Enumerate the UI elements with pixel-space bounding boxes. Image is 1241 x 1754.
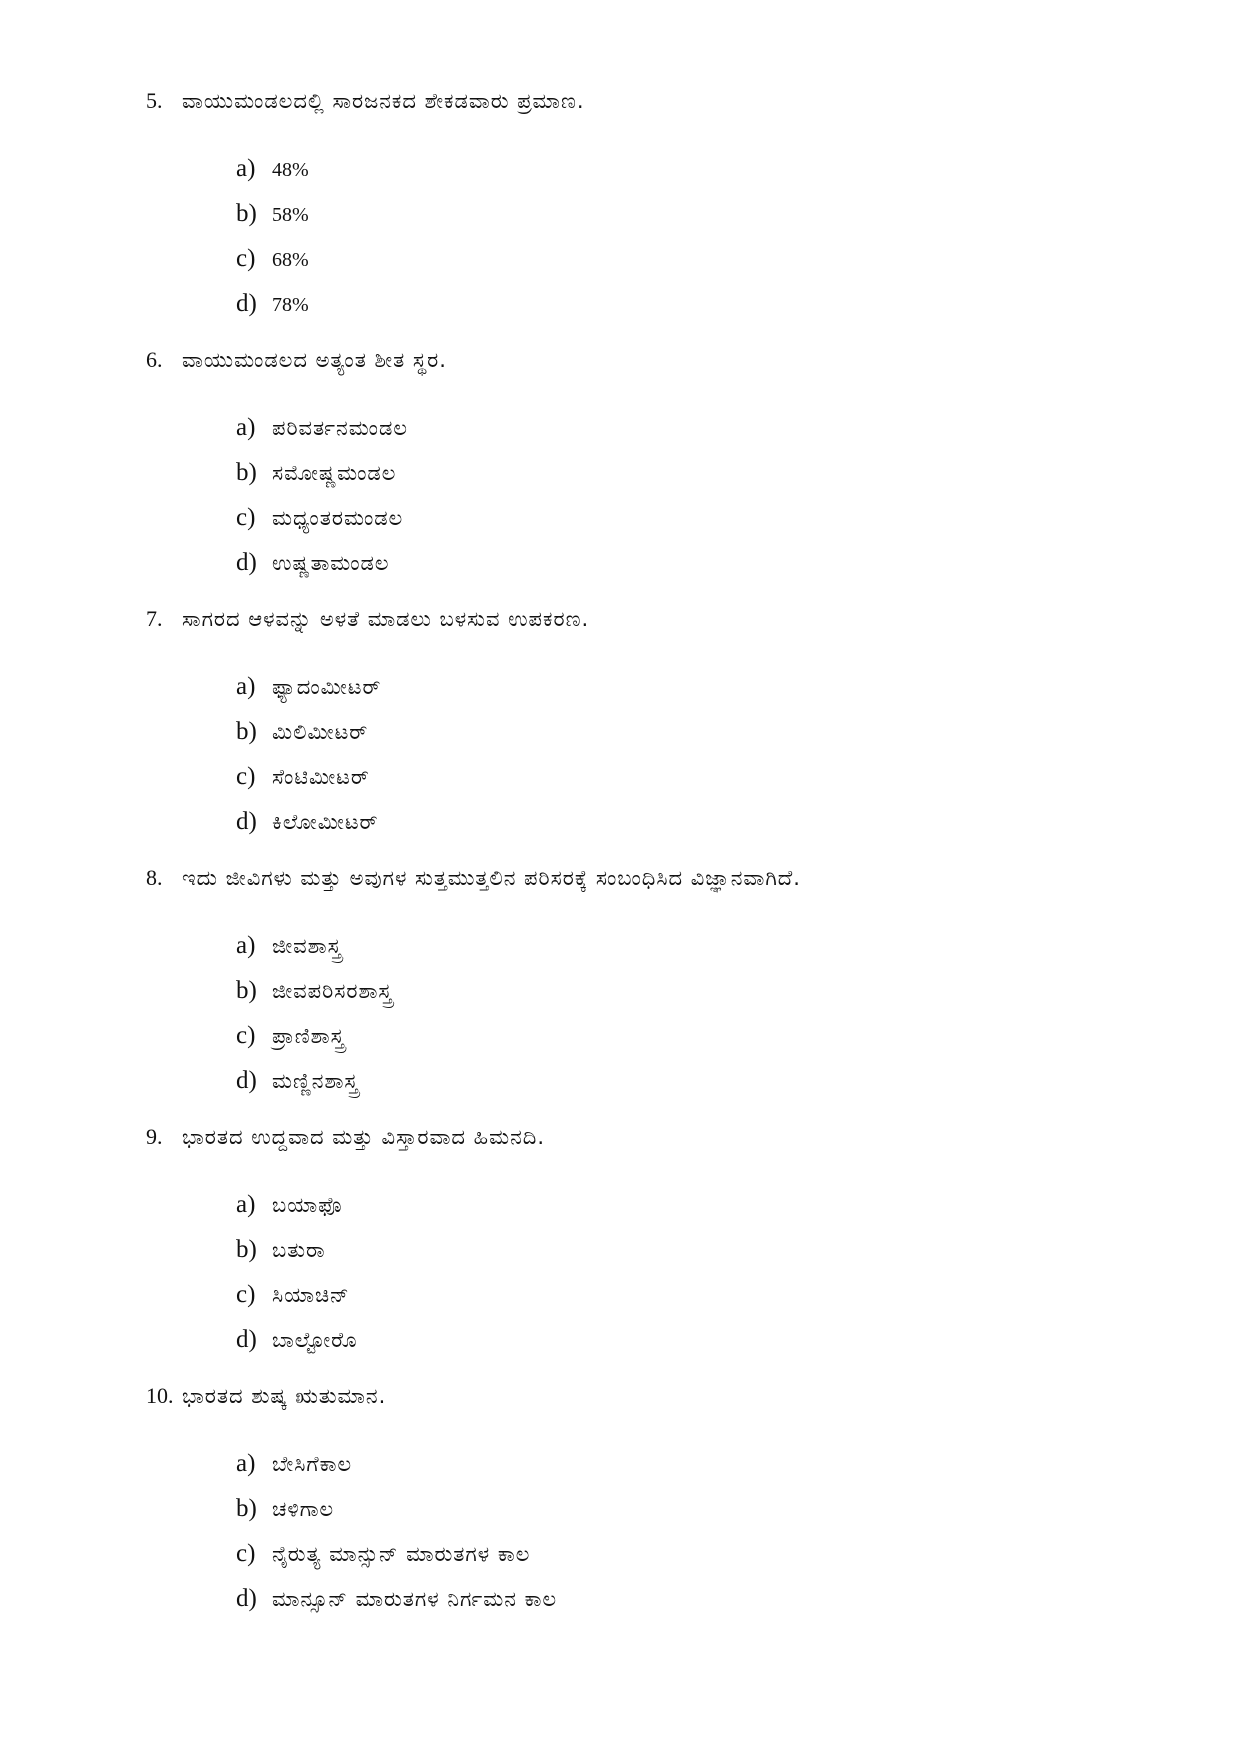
question-text: ಭಾರತದ ಶುಷ್ಕ ಋತುಮಾನ. bbox=[182, 1384, 387, 1408]
option-text: ಸಮೋಷ್ಣಮಂಡಲ bbox=[272, 461, 397, 485]
question-text: ಸಾಗರದ ಆಳವನ್ನು ಅಳತೆ ಮಾಡಲು ಬಳಸುವ ಉಪಕರಣ. bbox=[182, 607, 590, 631]
option-a bbox=[236, 673, 1186, 718]
option-label: d) bbox=[236, 1067, 257, 1094]
option-a bbox=[236, 414, 1186, 459]
option-a bbox=[236, 155, 1186, 200]
question-8 bbox=[146, 865, 1186, 1112]
option-text: 48% bbox=[272, 159, 309, 181]
option-b bbox=[236, 459, 1186, 504]
question-9 bbox=[146, 1124, 1186, 1371]
option-label: c) bbox=[236, 245, 256, 272]
option-text: ಬತುರಾ bbox=[272, 1238, 326, 1262]
option-text: ಸೆಂಟಿಮೀಟರ್ bbox=[272, 765, 370, 789]
option-label: a) bbox=[236, 414, 256, 441]
question-number: 8. bbox=[146, 865, 163, 890]
question-text: ಭಾರತದ ಉದ್ದವಾದ ಮತ್ತು ವಿಸ್ತಾರವಾದ ಹಿಮನದಿ. bbox=[182, 1125, 545, 1149]
option-label: a) bbox=[236, 155, 256, 182]
option-label: c) bbox=[236, 763, 256, 790]
option-label: b) bbox=[236, 1495, 257, 1522]
option-label: c) bbox=[236, 504, 256, 531]
option-b bbox=[236, 718, 1186, 763]
options-list bbox=[236, 414, 1186, 594]
option-text: ಪರಿವರ್ತನಮಂಡಲ bbox=[272, 416, 408, 440]
option-label: a) bbox=[236, 673, 256, 700]
question-line bbox=[146, 1383, 1186, 1423]
option-c bbox=[236, 1022, 1186, 1067]
option-c bbox=[236, 1281, 1186, 1326]
question-number: 10. bbox=[146, 1383, 174, 1408]
option-text: ನೈರುತ್ಯ ಮಾನ್ಸುನ್ ಮಾರುತಗಳ ಕಾಲ bbox=[272, 1542, 531, 1566]
option-text: ಮಾನ್ಸೂನ್ ಮಾರುತಗಳ ನಿರ್ಗಮನ ಕಾಲ bbox=[272, 1587, 558, 1611]
question-number: 5. bbox=[146, 88, 163, 113]
option-text: ಚಳಿಗಾಲ bbox=[272, 1497, 335, 1521]
option-text: ಫ್ಯಾದಂಮೀಟರ್ bbox=[272, 675, 382, 699]
question-line bbox=[146, 606, 1186, 646]
option-c bbox=[236, 245, 1186, 290]
option-text: ಪ್ರಾಣಿಶಾಸ್ತ್ರ bbox=[272, 1024, 346, 1048]
question-line bbox=[146, 1124, 1186, 1164]
option-label: c) bbox=[236, 1540, 256, 1567]
option-text: ಜೀವಪರಿಸರಶಾಸ್ತ್ರ bbox=[272, 979, 393, 1003]
option-text: ಜೀವಶಾಸ್ತ್ರ bbox=[272, 934, 343, 958]
option-label: b) bbox=[236, 200, 257, 227]
option-text: ಮಣ್ಣಿನಶಾಸ್ತ್ರ bbox=[272, 1069, 359, 1093]
question-line bbox=[146, 347, 1186, 387]
option-a bbox=[236, 932, 1186, 977]
question-text: ಇದು ಜೀವಿಗಳು ಮತ್ತು ಅವುಗಳ ಸುತ್ತಮುತ್ತಲಿನ ಪರಿಸರಕ್ಕೆ ಸಂಬಂಧಿಸಿದ ವಿಜ್ಞಾನವಾಗಿದೆ. bbox=[182, 866, 801, 890]
option-text: 68% bbox=[272, 249, 309, 271]
option-text: 58% bbox=[272, 204, 309, 226]
option-b bbox=[236, 1236, 1186, 1281]
question-text: ವಾಯುಮಂಡಲದ ಅತ್ಯಂತ ಶೀತ ಸ್ಥರ. bbox=[182, 348, 447, 372]
option-label: d) bbox=[236, 549, 257, 576]
option-d bbox=[236, 290, 1186, 335]
option-d bbox=[236, 808, 1186, 853]
option-label: a) bbox=[236, 932, 256, 959]
option-label: d) bbox=[236, 1326, 257, 1353]
option-label: b) bbox=[236, 1236, 257, 1263]
option-text: ಮಿಲಿಮೀಟರ್ bbox=[272, 720, 369, 744]
options-list bbox=[236, 932, 1186, 1112]
options-list bbox=[236, 1450, 1186, 1630]
option-label: a) bbox=[236, 1450, 256, 1477]
option-d bbox=[236, 1067, 1186, 1112]
option-label: a) bbox=[236, 1191, 256, 1218]
options-list bbox=[236, 1191, 1186, 1371]
option-b bbox=[236, 1495, 1186, 1540]
option-label: c) bbox=[236, 1022, 256, 1049]
option-label: b) bbox=[236, 977, 257, 1004]
question-text: ವಾಯುಮಂಡಲದಲ್ಲಿ ಸಾರಜನಕದ ಶೇಕಡವಾರು ಪ್ರಮಾಣ. bbox=[182, 89, 585, 113]
option-b bbox=[236, 200, 1186, 245]
option-text: 78% bbox=[272, 294, 309, 316]
question-number: 7. bbox=[146, 606, 163, 631]
option-text: ಸಿಯಾಚಿನ್ bbox=[272, 1283, 350, 1307]
option-b bbox=[236, 977, 1186, 1022]
option-d bbox=[236, 549, 1186, 594]
option-d bbox=[236, 1585, 1186, 1630]
option-a bbox=[236, 1450, 1186, 1495]
option-text: ಬಯಾಫೊ bbox=[272, 1193, 343, 1217]
option-a bbox=[236, 1191, 1186, 1236]
options-list bbox=[236, 155, 1186, 335]
option-c bbox=[236, 763, 1186, 808]
question-number: 6. bbox=[146, 347, 163, 372]
option-label: d) bbox=[236, 1585, 257, 1612]
option-c bbox=[236, 1540, 1186, 1585]
option-label: b) bbox=[236, 459, 257, 486]
question-line bbox=[146, 865, 1186, 905]
option-label: d) bbox=[236, 808, 257, 835]
option-text: ಮಧ್ಯಂತರಮಂಡಲ bbox=[272, 506, 404, 530]
option-text: ಬಾಲ್ಟೋರೊ bbox=[272, 1328, 358, 1352]
question-10 bbox=[146, 1383, 1186, 1630]
option-label: b) bbox=[236, 718, 257, 745]
option-text: ಬೇಸಿಗೆಕಾಲ bbox=[272, 1452, 353, 1476]
option-label: c) bbox=[236, 1281, 256, 1308]
option-c bbox=[236, 504, 1186, 549]
option-text: ಕಿಲೋಮೀಟರ್ bbox=[272, 810, 379, 834]
question-6 bbox=[146, 347, 1186, 594]
option-label: d) bbox=[236, 290, 257, 317]
question-number: 9. bbox=[146, 1124, 163, 1149]
options-list bbox=[236, 673, 1186, 853]
question-5 bbox=[146, 88, 1186, 335]
option-text: ಉಷ್ಣತಾಮಂಡಲ bbox=[272, 551, 390, 575]
option-d bbox=[236, 1326, 1186, 1371]
question-line bbox=[146, 88, 1186, 128]
question-7 bbox=[146, 606, 1186, 853]
